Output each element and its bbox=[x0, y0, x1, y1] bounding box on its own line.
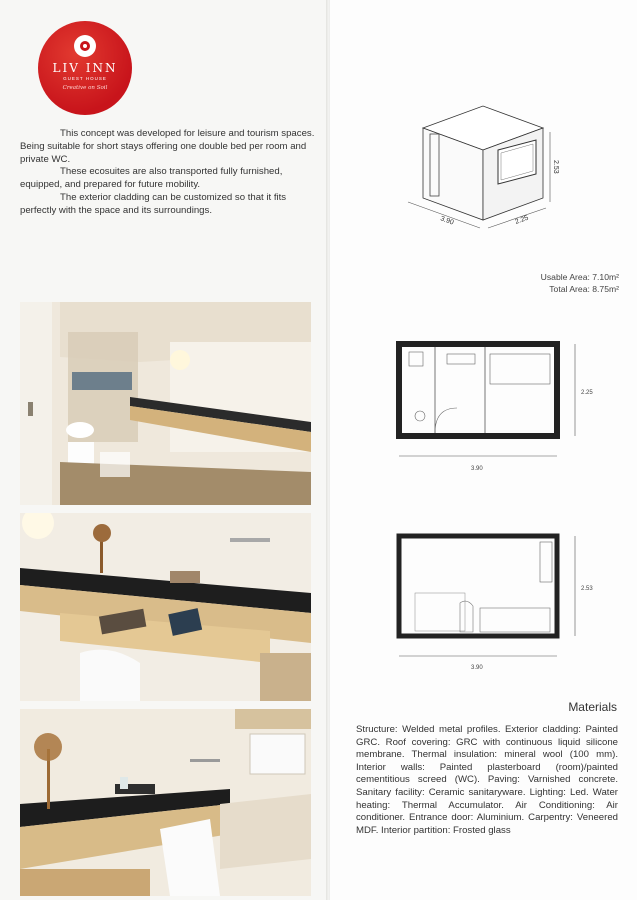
logo-subtitle: GUEST HOUSE bbox=[63, 76, 107, 81]
iso-height-label: 2.53 bbox=[552, 160, 559, 174]
materials-title: Materials bbox=[568, 700, 617, 714]
photo-desk-window bbox=[20, 709, 311, 896]
photo-desk-tablet bbox=[20, 513, 311, 701]
photo-room-overview bbox=[20, 302, 311, 505]
usable-area: Usable Area: 7.10m² bbox=[540, 272, 619, 282]
iso-width-label: 2.25 bbox=[514, 214, 530, 226]
section-drawing bbox=[385, 528, 615, 673]
materials-text: Structure: Welded metal profiles. Exterior cladding: Painted GRC. Roof covering: GRC with continuous liquid silicone membrane. Thermal insulation: mineral wool (100 mm). Interior walls: Painted plasterboard (room)/painted cementitious screed (WC). Paving: Varnished concrete. Sanitary facility: Ceramic sanitaryware. Lighting: Led. Water heating: Thermal Accumulator. Air Conditioning: Air conditioner. Entrance door: Aluminium. Carpentry: Veneered MDF. Interior partition: Frosted glass bbox=[356, 724, 618, 836]
iso-length-label: 3.90 bbox=[439, 215, 455, 227]
intro-paragraph-2: These ecosuites are also transported fully furnished, equipped, and prepared for future mobility. bbox=[20, 166, 283, 191]
intro-text bbox=[20, 128, 318, 218]
isometric-drawing bbox=[398, 98, 578, 238]
logo-name: LIV INN bbox=[52, 61, 118, 75]
plan-width-label: 3.90 bbox=[471, 466, 483, 472]
plan-depth-label: 2.25 bbox=[581, 390, 593, 396]
liv-inn-logo bbox=[38, 21, 132, 115]
section-height-label: 2.53 bbox=[581, 586, 593, 592]
floor-plan bbox=[385, 336, 615, 476]
total-area: Total Area: 8.75m² bbox=[549, 284, 619, 294]
eye-icon bbox=[74, 35, 96, 57]
intro-paragraph-1: This concept was developed for leisure and tourism spaces. Being suitable for short stays offering one double bed per room and private WC. bbox=[20, 128, 315, 165]
intro-paragraph-3: The exterior cladding can be customized so that it fits perfectly with the space and its surroundings. bbox=[20, 191, 287, 216]
logo-tagline: Creative on Soil bbox=[62, 85, 108, 91]
section-width-label: 3.90 bbox=[471, 665, 483, 671]
